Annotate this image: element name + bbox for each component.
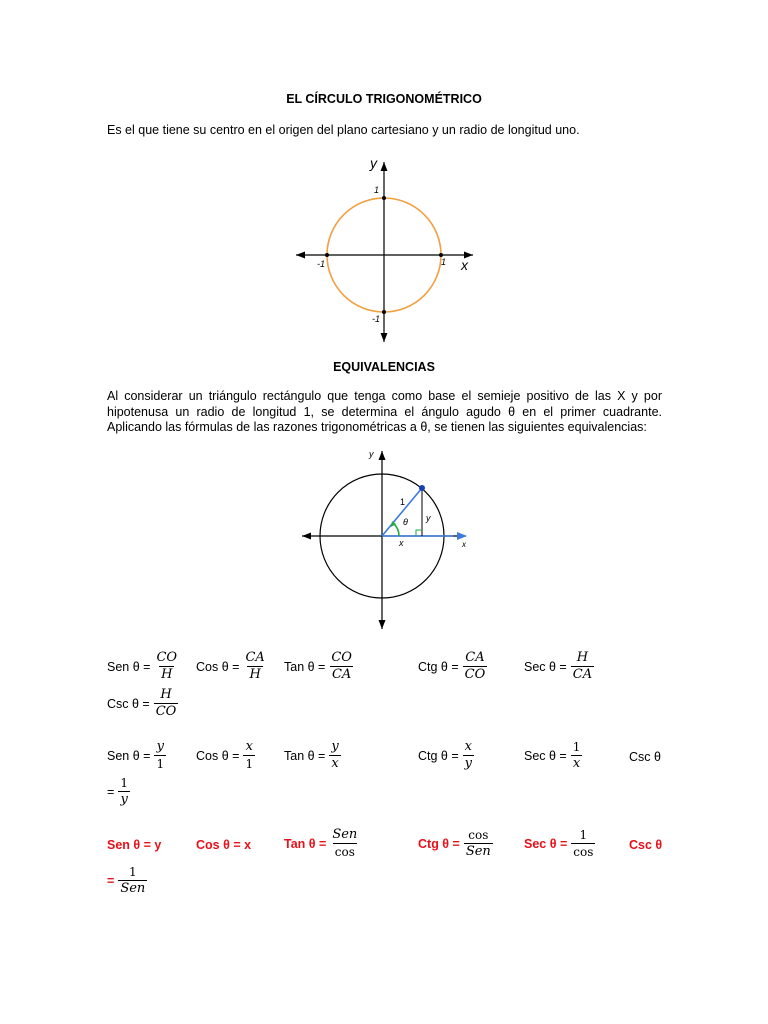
ctg-cos-sen: Ctg θ = $\frac{\cos}{\text{Sen}}$ [418, 828, 491, 859]
explanation-paragraph: Al considerar un triángulo rectángulo que tenga como base el semieje positivo de las X y por hipotenusa un radio de longitud 1, se determina el ángulo agudo θ en el primer cuadrante. Aplicando las fórmulas de las razones trigonométricas a θ, se tienen las siguientes equivalencias: [107, 389, 662, 434]
fraction: $\frac{x}{y}$ [464, 739, 473, 771]
csc-label-row2: Csc θ [629, 750, 661, 764]
sen-co-h: Sen θ = $\frac{CO}{H}$ [107, 650, 178, 682]
fraction: $\frac{CA}{CO}$ [464, 650, 486, 682]
hypotenuse [382, 488, 422, 536]
fraction: $\frac{y}{x}$ [331, 739, 339, 771]
sec-h-ca: Sec θ = $\frac{H}{CA}$ [524, 650, 593, 682]
sen-equals-y: Sen θ = y [107, 838, 162, 852]
fraction: $\frac{H}{CO}$ [155, 687, 177, 719]
tan-sen-cos: Tan θ = $\frac{\text{Sen}}{\cos}$ [284, 827, 358, 859]
page-title: EL CÍRCULO TRIGONOMÉTRICO [286, 92, 482, 106]
unit-circle-figure [290, 150, 480, 345]
tick-left: -1 [317, 259, 326, 269]
fraction: $\frac{1}{\text{Sen}}$ [120, 865, 146, 896]
tick-right: 1 [441, 257, 447, 267]
cos-equals-x: Cos θ = x [196, 838, 252, 852]
csc-h-co: Csc θ = $\frac{H}{CO}$ [107, 687, 177, 719]
sen-y-1: Sen θ = $\frac{y}{1}$ [107, 739, 165, 771]
fraction: $\frac{CA}{H}$ [245, 650, 265, 682]
section-title-equivalencias: EQUIVALENCIAS [333, 360, 435, 374]
point-top [382, 196, 386, 200]
right-angle-mark [416, 530, 422, 536]
ctg-ca-co: Ctg θ = $\frac{CA}{CO}$ [418, 650, 486, 682]
ctg-x-y: Ctg θ = $\frac{x}{y}$ [418, 739, 473, 771]
fraction: $\frac{\cos}{\text{Sen}}$ [465, 828, 491, 859]
cos-ca-h: Cos θ = $\frac{CA}{H}$ [196, 650, 265, 682]
tan-co-ca: Tan θ = $\frac{CO}{CA}$ [284, 650, 352, 682]
adjacent-label: x [399, 538, 404, 548]
tick-top: 1 [374, 185, 380, 195]
intro-text: Es el que tiene su centro en el origen del plano cartesiano y un radio de longitud uno. [107, 123, 580, 137]
tick-bottom: -1 [372, 314, 381, 324]
fraction: $\frac{x}{1}$ [245, 739, 254, 771]
point-bottom [382, 310, 386, 314]
sec-1-cos: Sec θ = $\frac{1}{\cos}$ [524, 828, 594, 859]
fraction: $\frac{CO}{CA}$ [331, 650, 352, 682]
y-arrow-up-icon [379, 451, 386, 460]
fraction: $\frac{\text{Sen}}{\cos}$ [332, 827, 358, 859]
y-axis-label: y [370, 155, 377, 171]
x-axis-label: x [462, 540, 466, 549]
y-axis-label: y [369, 449, 374, 459]
opposite-label: y [426, 513, 431, 523]
cos-x-1: Cos θ = $\frac{x}{1}$ [196, 739, 254, 771]
fraction: $\frac{H}{CA}$ [572, 650, 593, 682]
hypotenuse-label: 1 [400, 497, 406, 507]
x-axis-label: x [461, 257, 468, 273]
triangle-circle-figure [296, 445, 476, 635]
fraction: $\frac{1}{x}$ [572, 740, 581, 771]
csc-1-y: = $\frac{1}{y}$ [107, 776, 128, 807]
point-on-circle [419, 485, 425, 491]
y-arrow-down-icon [379, 620, 386, 629]
tan-y-x: Tan θ = $\frac{y}{x}$ [284, 739, 339, 771]
y-arrow-down-icon [381, 333, 388, 342]
x-arrow-right-icon [457, 532, 467, 540]
theta-label: θ [403, 517, 408, 527]
sec-1-x: Sec θ = $\frac{1}{x}$ [524, 740, 581, 771]
csc-1-sen: = $\frac{1}{\text{Sen}}$ [107, 865, 146, 896]
y-arrow-up-icon [381, 162, 388, 171]
point-left [325, 253, 329, 257]
fraction: $\frac{1}{y}$ [120, 776, 128, 807]
fraction: $\frac{CO}{H}$ [156, 650, 178, 682]
x-arrow-left-icon [296, 252, 305, 259]
csc-label-row3: Csc θ [629, 838, 663, 852]
x-arrow-left-icon [302, 533, 311, 540]
fraction: $\frac{y}{1}$ [156, 739, 165, 771]
fraction: $\frac{1}{\cos}$ [573, 828, 594, 859]
